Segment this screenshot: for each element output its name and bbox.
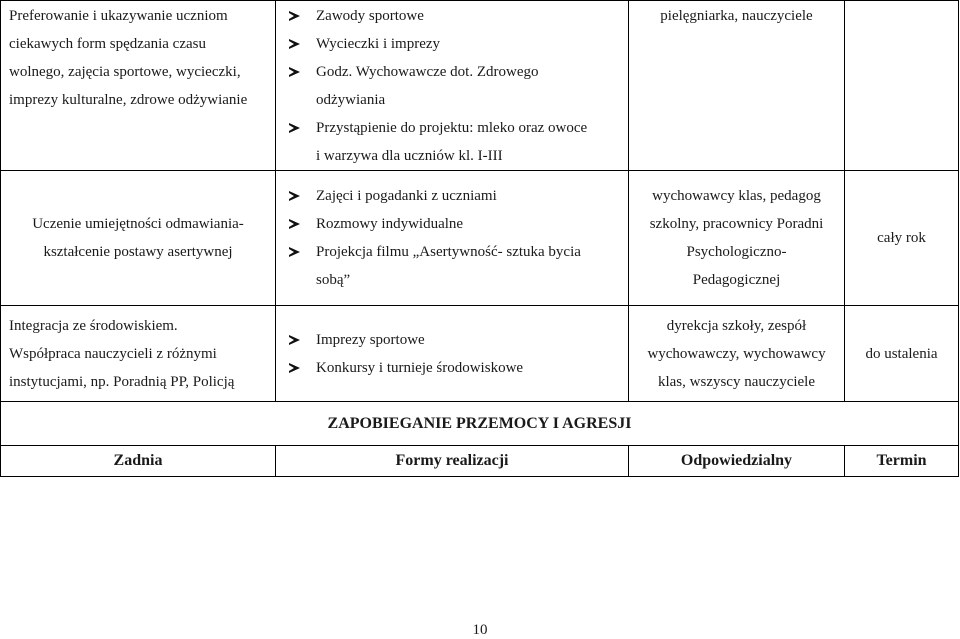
- forms-cell: [276, 1, 629, 171]
- list-item: [289, 2, 628, 30]
- page-number: 10: [472, 622, 488, 638]
- column-header-term: Termin: [845, 446, 959, 477]
- arrow-bullet-icon: [289, 247, 300, 257]
- task-line: ciekawych form spędzania czasu: [9, 36, 206, 52]
- task-line: Współpraca nauczycieli z różnymi: [9, 345, 217, 362]
- form-line: i warzywa dla uczniów kl. I-III: [316, 148, 503, 164]
- form-line: sobą”: [316, 272, 351, 288]
- form-line: Projekcja filmu „Asertywność- sztuka bycia: [316, 244, 581, 260]
- responsible-line: pielęgniarka, nauczyciele: [660, 8, 813, 24]
- responsible-cell: [629, 306, 845, 402]
- section-heading-text: ZAPOBIEGANIE PRZEMOCY I AGRESJI: [327, 414, 632, 432]
- list-item: [289, 354, 628, 382]
- term-cell: [845, 306, 959, 402]
- form-line: Wycieczki i imprezy: [316, 36, 441, 52]
- list-item: [289, 210, 628, 238]
- term-text: cały rok: [877, 230, 926, 246]
- responsible-line: szkolny, pracownicy Poradni: [649, 216, 824, 232]
- section-heading-row: [1, 402, 959, 446]
- forms-list: [276, 2, 628, 170]
- column-header-row: [1, 446, 959, 477]
- responsible-line: dyrekcja szkoły, zespół: [666, 317, 807, 334]
- task-line: kształcenie postawy asertywnej: [43, 244, 233, 260]
- list-item: [289, 326, 628, 354]
- arrow-bullet-icon: [289, 11, 300, 21]
- responsible-cell: [629, 171, 845, 306]
- arrow-bullet-icon: [289, 335, 300, 345]
- form-line: Zajęci i pogadanki z uczniami: [316, 188, 497, 204]
- forms-cell: [276, 171, 629, 306]
- section-heading: [1, 402, 959, 446]
- responsible-line: Psychologiczno-: [686, 244, 787, 260]
- table-row: [1, 1, 959, 171]
- table-row: [1, 171, 959, 306]
- form-line: Godz. Wychowawcze dot. Zdrowego: [316, 64, 539, 80]
- task-cell: [1, 171, 276, 306]
- term-text: do ustalenia: [865, 345, 938, 362]
- task-line: Preferowanie i ukazywanie uczniom: [9, 8, 228, 24]
- column-header-responsible: Odpowiedzialny: [629, 446, 845, 477]
- column-header-task: Zadnia: [1, 446, 276, 477]
- form-line: Zawody sportowe: [316, 8, 424, 24]
- task-cell: [1, 306, 276, 402]
- form-line: Rozmowy indywidualne: [316, 216, 464, 232]
- table-row: [1, 306, 959, 402]
- forms-cell: [276, 306, 629, 402]
- arrow-bullet-icon: [289, 39, 300, 49]
- task-line: Uczenie umiejętności odmawiania-: [32, 216, 244, 232]
- form-line: Konkursy i turnieje środowiskowe: [316, 359, 524, 376]
- list-item: [289, 182, 628, 210]
- arrow-bullet-icon: [289, 191, 300, 201]
- task-line: Integracja ze środowiskiem.: [9, 317, 178, 334]
- responsible-cell: [629, 1, 845, 171]
- list-item: [289, 238, 628, 294]
- form-line: Imprezy sportowe: [316, 331, 425, 348]
- form-line: Przystąpienie do projektu: mleko oraz owoce: [316, 120, 588, 136]
- task-line: instytucjami, np. Poradnią PP, Policją: [9, 373, 235, 390]
- list-item: [289, 58, 628, 114]
- arrow-bullet-icon: [289, 67, 300, 77]
- column-header-forms: Formy realizacji: [276, 446, 629, 477]
- list-item: [289, 114, 628, 170]
- responsible-line: Pedagogicznej: [692, 272, 781, 288]
- arrow-bullet-icon: [289, 123, 300, 133]
- form-line: odżywiania: [316, 92, 386, 108]
- term-cell: [845, 171, 959, 306]
- forms-list: [276, 326, 628, 382]
- task-cell: [1, 1, 276, 171]
- list-item: [289, 30, 628, 58]
- arrow-bullet-icon: [289, 363, 300, 373]
- forms-list: [276, 182, 628, 294]
- arrow-bullet-icon: [289, 219, 300, 229]
- task-line: wolnego, zajęcia sportowe, wycieczki,: [9, 64, 241, 80]
- term-cell: [845, 1, 959, 171]
- task-line: imprezy kulturalne, zdrowe odżywianie: [9, 92, 248, 108]
- responsible-line: klas, wszyscy nauczyciele: [657, 373, 816, 390]
- responsible-line: wychowawcy klas, pedagog: [652, 188, 821, 204]
- responsible-line: wychowawczy, wychowawcy: [647, 345, 826, 362]
